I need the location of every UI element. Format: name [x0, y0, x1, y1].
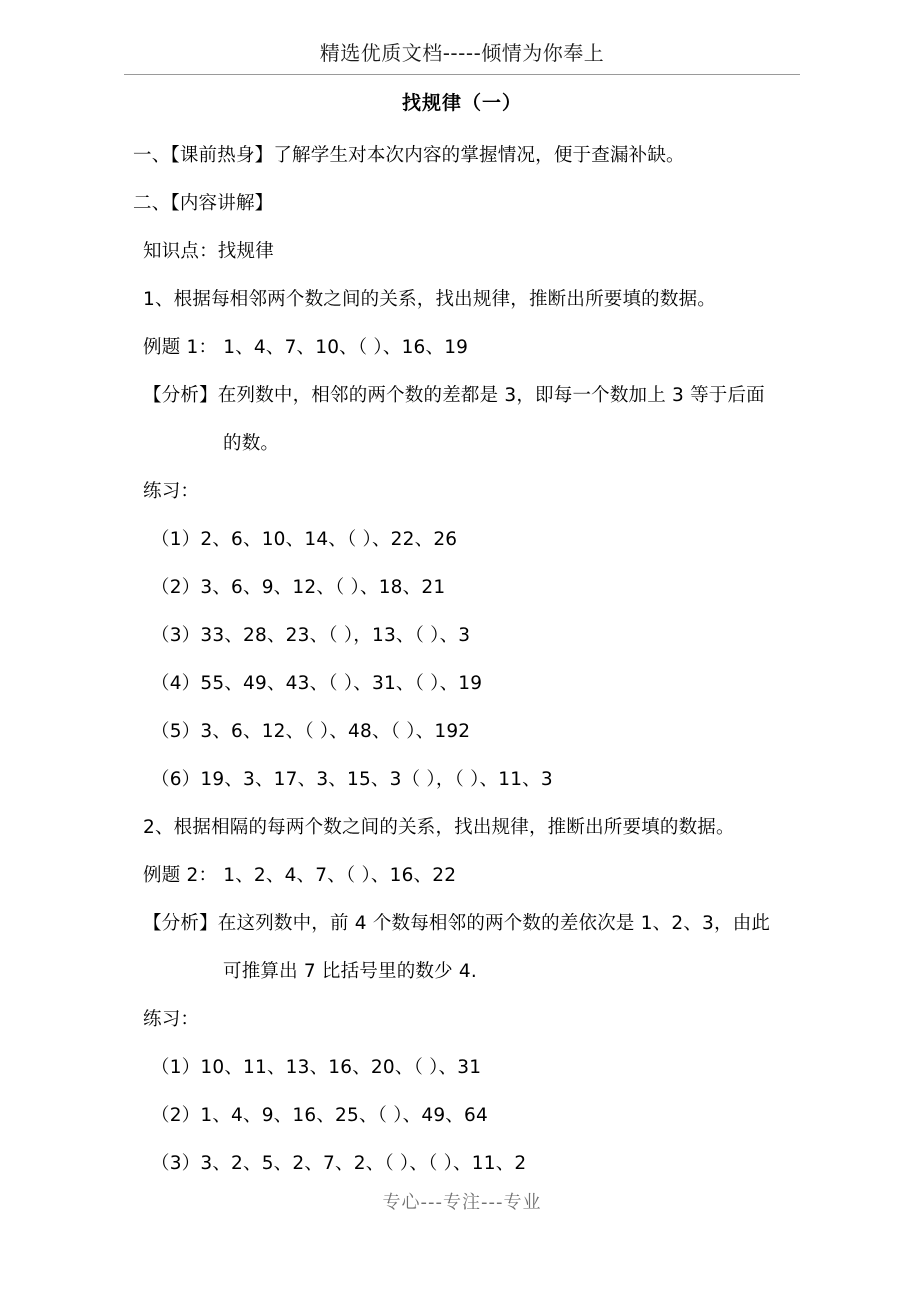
- knowledge-point: 知识点：找规律: [143, 241, 274, 262]
- exercise-sequence: 1、4、9、16、25、（ ）、49、64: [200, 1105, 488, 1126]
- exercise-label: （3）: [151, 1153, 201, 1174]
- exercise-sequence: 3、2、5、2、7、2、（ ）、（ ）、11、2: [200, 1153, 527, 1174]
- exercise-item: [133, 1092, 823, 1140]
- section-warmup: 一、【课前热身】了解学生对本次内容的掌握情况，便于查漏补缺。: [133, 145, 685, 166]
- exercise-item: [133, 612, 823, 660]
- exercise-sequence: 3、6、9、12、（ ）、18、21: [200, 577, 446, 598]
- exercise-item: [133, 756, 823, 804]
- exercise-sequence: 3、6、12、（ ）、48、（ ）、192: [200, 721, 471, 742]
- page-footer: [124, 1190, 800, 1216]
- rule-2-heading: 2、根据相隔的每两个数之间的关系，找出规律，推断出所要填的数据。: [143, 817, 735, 838]
- practice-label-2: 练习：: [143, 1009, 200, 1030]
- exercise-sequence: 2、6、10、14、（ ）、22、26: [200, 529, 458, 550]
- exercise-label: （4）: [151, 673, 201, 694]
- exercise-item: [133, 1044, 823, 1092]
- exercise-item: [133, 660, 823, 708]
- exercise-label: （3）: [151, 625, 201, 646]
- analysis-1-line-2: 的数。: [223, 433, 280, 454]
- document-body: [133, 132, 823, 1188]
- header-divider: [124, 74, 800, 75]
- example-1: 例题 1： 1、4、7、10、（ ）、16、19: [143, 337, 469, 358]
- page-title: 找规律（一）: [401, 92, 522, 114]
- page-header: [124, 40, 800, 66]
- exercise-label: （2）: [151, 1105, 201, 1126]
- exercise-item: [133, 564, 823, 612]
- analysis-2-line-2: 可推算出 7 比括号里的数少 4.: [223, 961, 477, 982]
- header-watermark-text: 精选优质文档-----倾情为你奉上: [319, 41, 605, 65]
- exercise-label: （5）: [151, 721, 201, 742]
- analysis-1-line-1: 【分析】在列数中，相邻的两个数的差都是 3，即每一个数加上 3 等于后面: [143, 385, 765, 406]
- section-content-heading: 二、【内容讲解】: [133, 193, 274, 214]
- exercise-label: （2）: [151, 577, 201, 598]
- exercise-label: （6）: [151, 769, 201, 790]
- practice-label-1: 练习：: [143, 481, 200, 502]
- footer-text: 专心---专注---专业: [382, 1192, 542, 1213]
- exercise-item: [133, 708, 823, 756]
- exercise-sequence: 33、28、23、（ ），13、（ ）、3: [200, 625, 471, 646]
- example-2: 例题 2： 1、2、4、7、（ ）、16、22: [143, 865, 457, 886]
- exercise-label: （1）: [151, 529, 201, 550]
- exercise-item: [133, 516, 823, 564]
- exercise-sequence: 10、11、13、16、20、（ ）、31: [200, 1057, 482, 1078]
- exercise-sequence: 19、3、17、3、15、3（ ），（ ）、11、3: [200, 769, 553, 790]
- exercise-sequence: 55、49、43、（ ）、31、（ ）、19: [200, 673, 483, 694]
- analysis-2-line-1: 【分析】在这列数中，前 4 个数每相邻的两个数的差依次是 1、2、3，由此: [143, 913, 771, 934]
- exercise-label: （1）: [151, 1057, 201, 1078]
- exercise-item: [133, 1140, 823, 1188]
- rule-1-heading: 1、根据每相邻两个数之间的关系，找出规律，推断出所要填的数据。: [143, 289, 716, 310]
